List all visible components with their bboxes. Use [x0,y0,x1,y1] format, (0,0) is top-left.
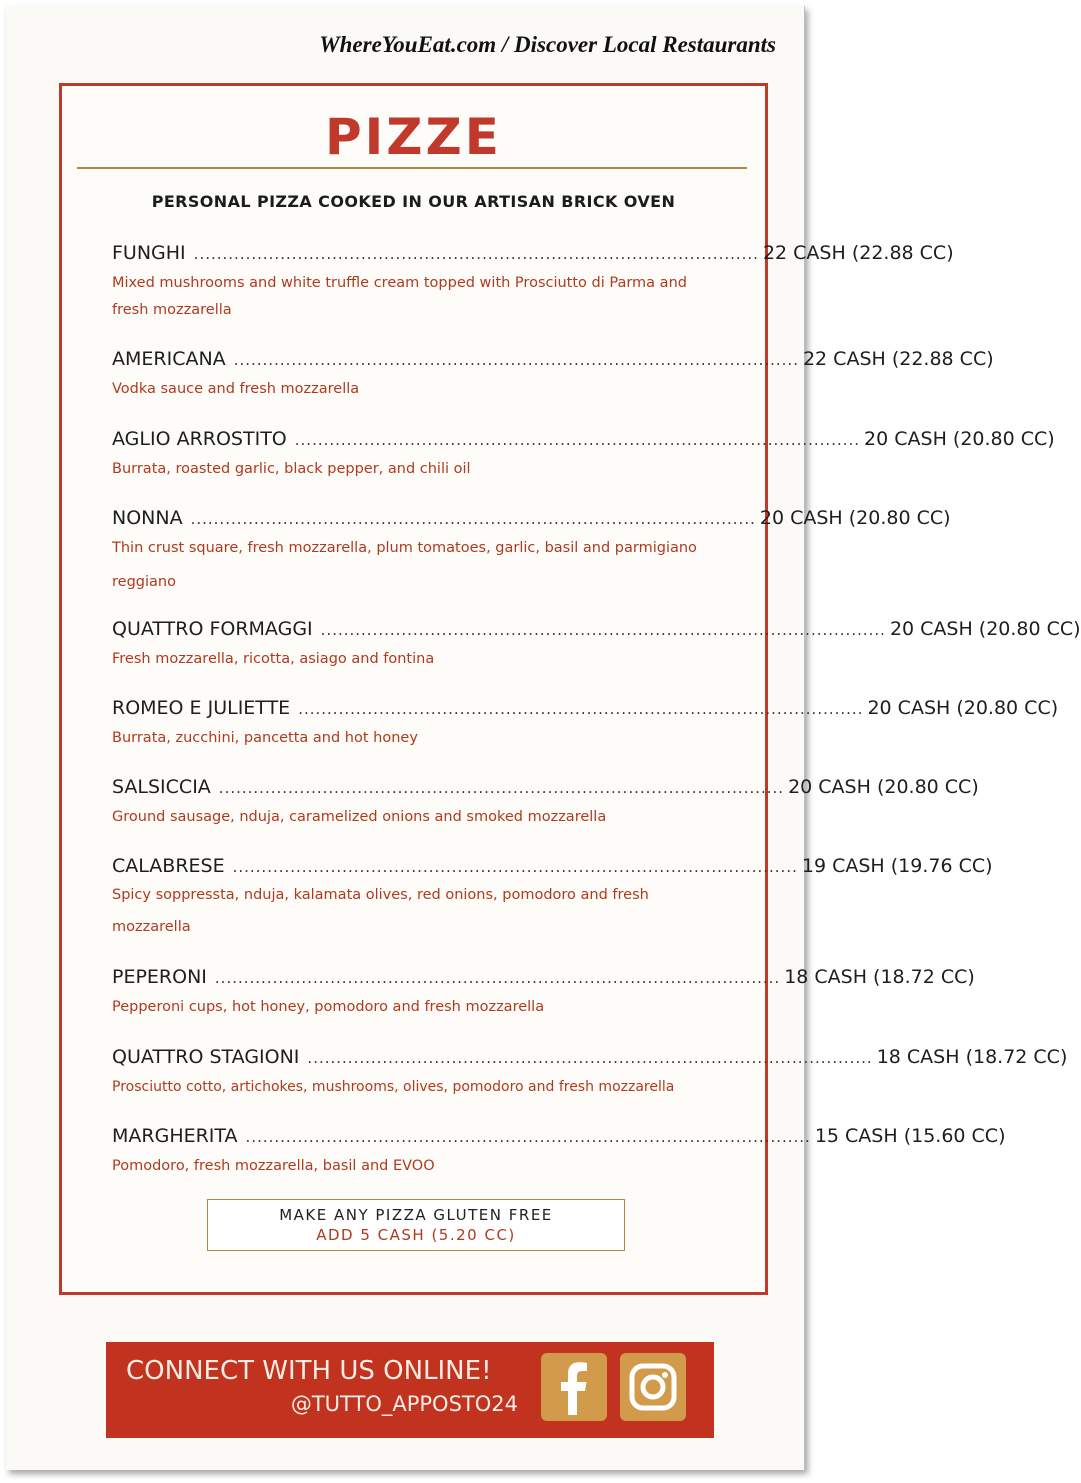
item-name: QUATTRO STAGIONI [112,1046,300,1068]
item-description: Thin crust square, fresh mozzarella, plum tomatoes, garlic, basil and parmigiano reggiano [112,540,697,590]
item-price: 22 CASH (22.88 CC) [762,242,954,264]
menu-title: PIZZE [325,108,502,166]
menu-item-americana [112,348,994,403]
gluten-free-price: ADD 5 CASH (5.20 CC) [316,1226,516,1244]
item-name: AGLIO ARROSTITO [112,428,287,450]
menu-item-margherita [112,1125,1006,1180]
instagram-icon[interactable] [620,1353,686,1421]
menu-page [6,6,1081,1470]
menu-frame [59,83,1081,1295]
item-description: Pomodoro, fresh mozzarella, basil and EVOO [112,1158,435,1174]
gluten-free-notice [207,1199,625,1251]
item-description: Burrata, zucchini, pancetta and hot honey [112,730,418,746]
menu-item-salsiccia [112,776,979,831]
leader-dots: .................................................................................................. [298,700,864,718]
title-divider [77,167,747,169]
leader-dots: .................................................................................................. [193,245,759,263]
item-price: 19 CASH (19.76 CC) [801,855,993,877]
leader-dots: .................................................................................................. [320,621,886,639]
item-name: MARGHERITA [112,1125,238,1147]
leader-dots: .................................................................................................. [214,969,781,987]
social-banner [106,1342,714,1438]
gluten-free-title: MAKE ANY PIZZA GLUTEN FREE [279,1206,553,1224]
menu-item-aglio-arrostito [112,428,1055,483]
menu-item-nonna [112,507,951,599]
leader-dots: .................................................................................................. [233,351,799,369]
social-handle: @TUTTO_APPOSTO24 [290,1392,518,1416]
item-name: SALSICCIA [112,776,211,798]
item-name: QUATTRO FORMAGGI [112,618,313,640]
menu-item-quattro-stagioni [112,1046,1068,1101]
item-price: 15 CASH (15.60 CC) [814,1125,1006,1147]
item-price: 20 CASH (20.80 CC) [867,697,1059,719]
item-description: Ground sausage, nduja, caramelized onions and smoked mozzarella [112,809,607,825]
item-price: 20 CASH (20.80 CC) [864,428,1055,450]
leader-dots: .................................................................................................. [294,431,861,449]
item-description: Mixed mushrooms and white truffle cream topped with Prosciutto di Parma and fresh mozzarella [112,275,687,318]
item-description: Spicy soppressta, nduja, kalamata olives, red onions, pomodoro and fresh mozzarella [112,887,649,935]
item-price: 20 CASH (20.80 CC) [788,776,979,798]
item-description: Prosciutto cotto, artichokes, mushrooms, olives, pomodoro and fresh mozzarella [112,1079,675,1095]
menu-subtitle: PERSONAL PIZZA COOKED IN OUR ARTISAN BRICK OVEN [151,192,676,211]
item-description: Fresh mozzarella, ricotta, asiago and fontina [112,651,435,667]
menu-item-quattro-formaggi [112,618,1081,673]
leader-dots: .................................................................................................. [232,858,798,876]
leader-dots: .................................................................................................. [190,510,756,528]
leader-dots: .................................................................................................. [218,779,785,797]
item-price: 18 CASH (18.72 CC) [784,966,975,988]
item-description: Burrata, roasted garlic, black pepper, and chili oil [112,461,471,477]
item-name: CALABRESE [112,855,225,877]
item-price: 18 CASH (18.72 CC) [876,1046,1068,1068]
item-price: 20 CASH (20.80 CC) [759,507,951,529]
item-name: ROMEO E JULIETTE [112,697,291,719]
item-description: Pepperoni cups, hot honey, pomodoro and fresh mozzarella [112,999,545,1015]
menu-item-romeo-e-juliette [112,697,1059,752]
menu-item-calabrese [112,855,993,943]
item-price: 22 CASH (22.88 CC) [802,348,994,370]
item-description: Vodka sauce and fresh mozzarella [112,381,360,397]
item-name: PEPERONI [112,966,207,988]
watermark: WhereYouEat.com / Discover Local Restaurants [319,32,776,57]
leader-dots: .................................................................................................. [245,1128,811,1146]
item-name: NONNA [112,507,183,529]
menu-item-funghi [112,242,954,324]
leader-dots: .................................................................................................. [307,1049,873,1067]
social-heading: CONNECT WITH US ONLINE! [126,1356,492,1386]
facebook-icon[interactable] [541,1353,607,1421]
item-name: AMERICANA [112,348,226,370]
item-name: FUNGHI [112,242,186,264]
menu-item-peperoni [112,966,975,1021]
item-price: 20 CASH (20.80 CC) [889,618,1081,640]
